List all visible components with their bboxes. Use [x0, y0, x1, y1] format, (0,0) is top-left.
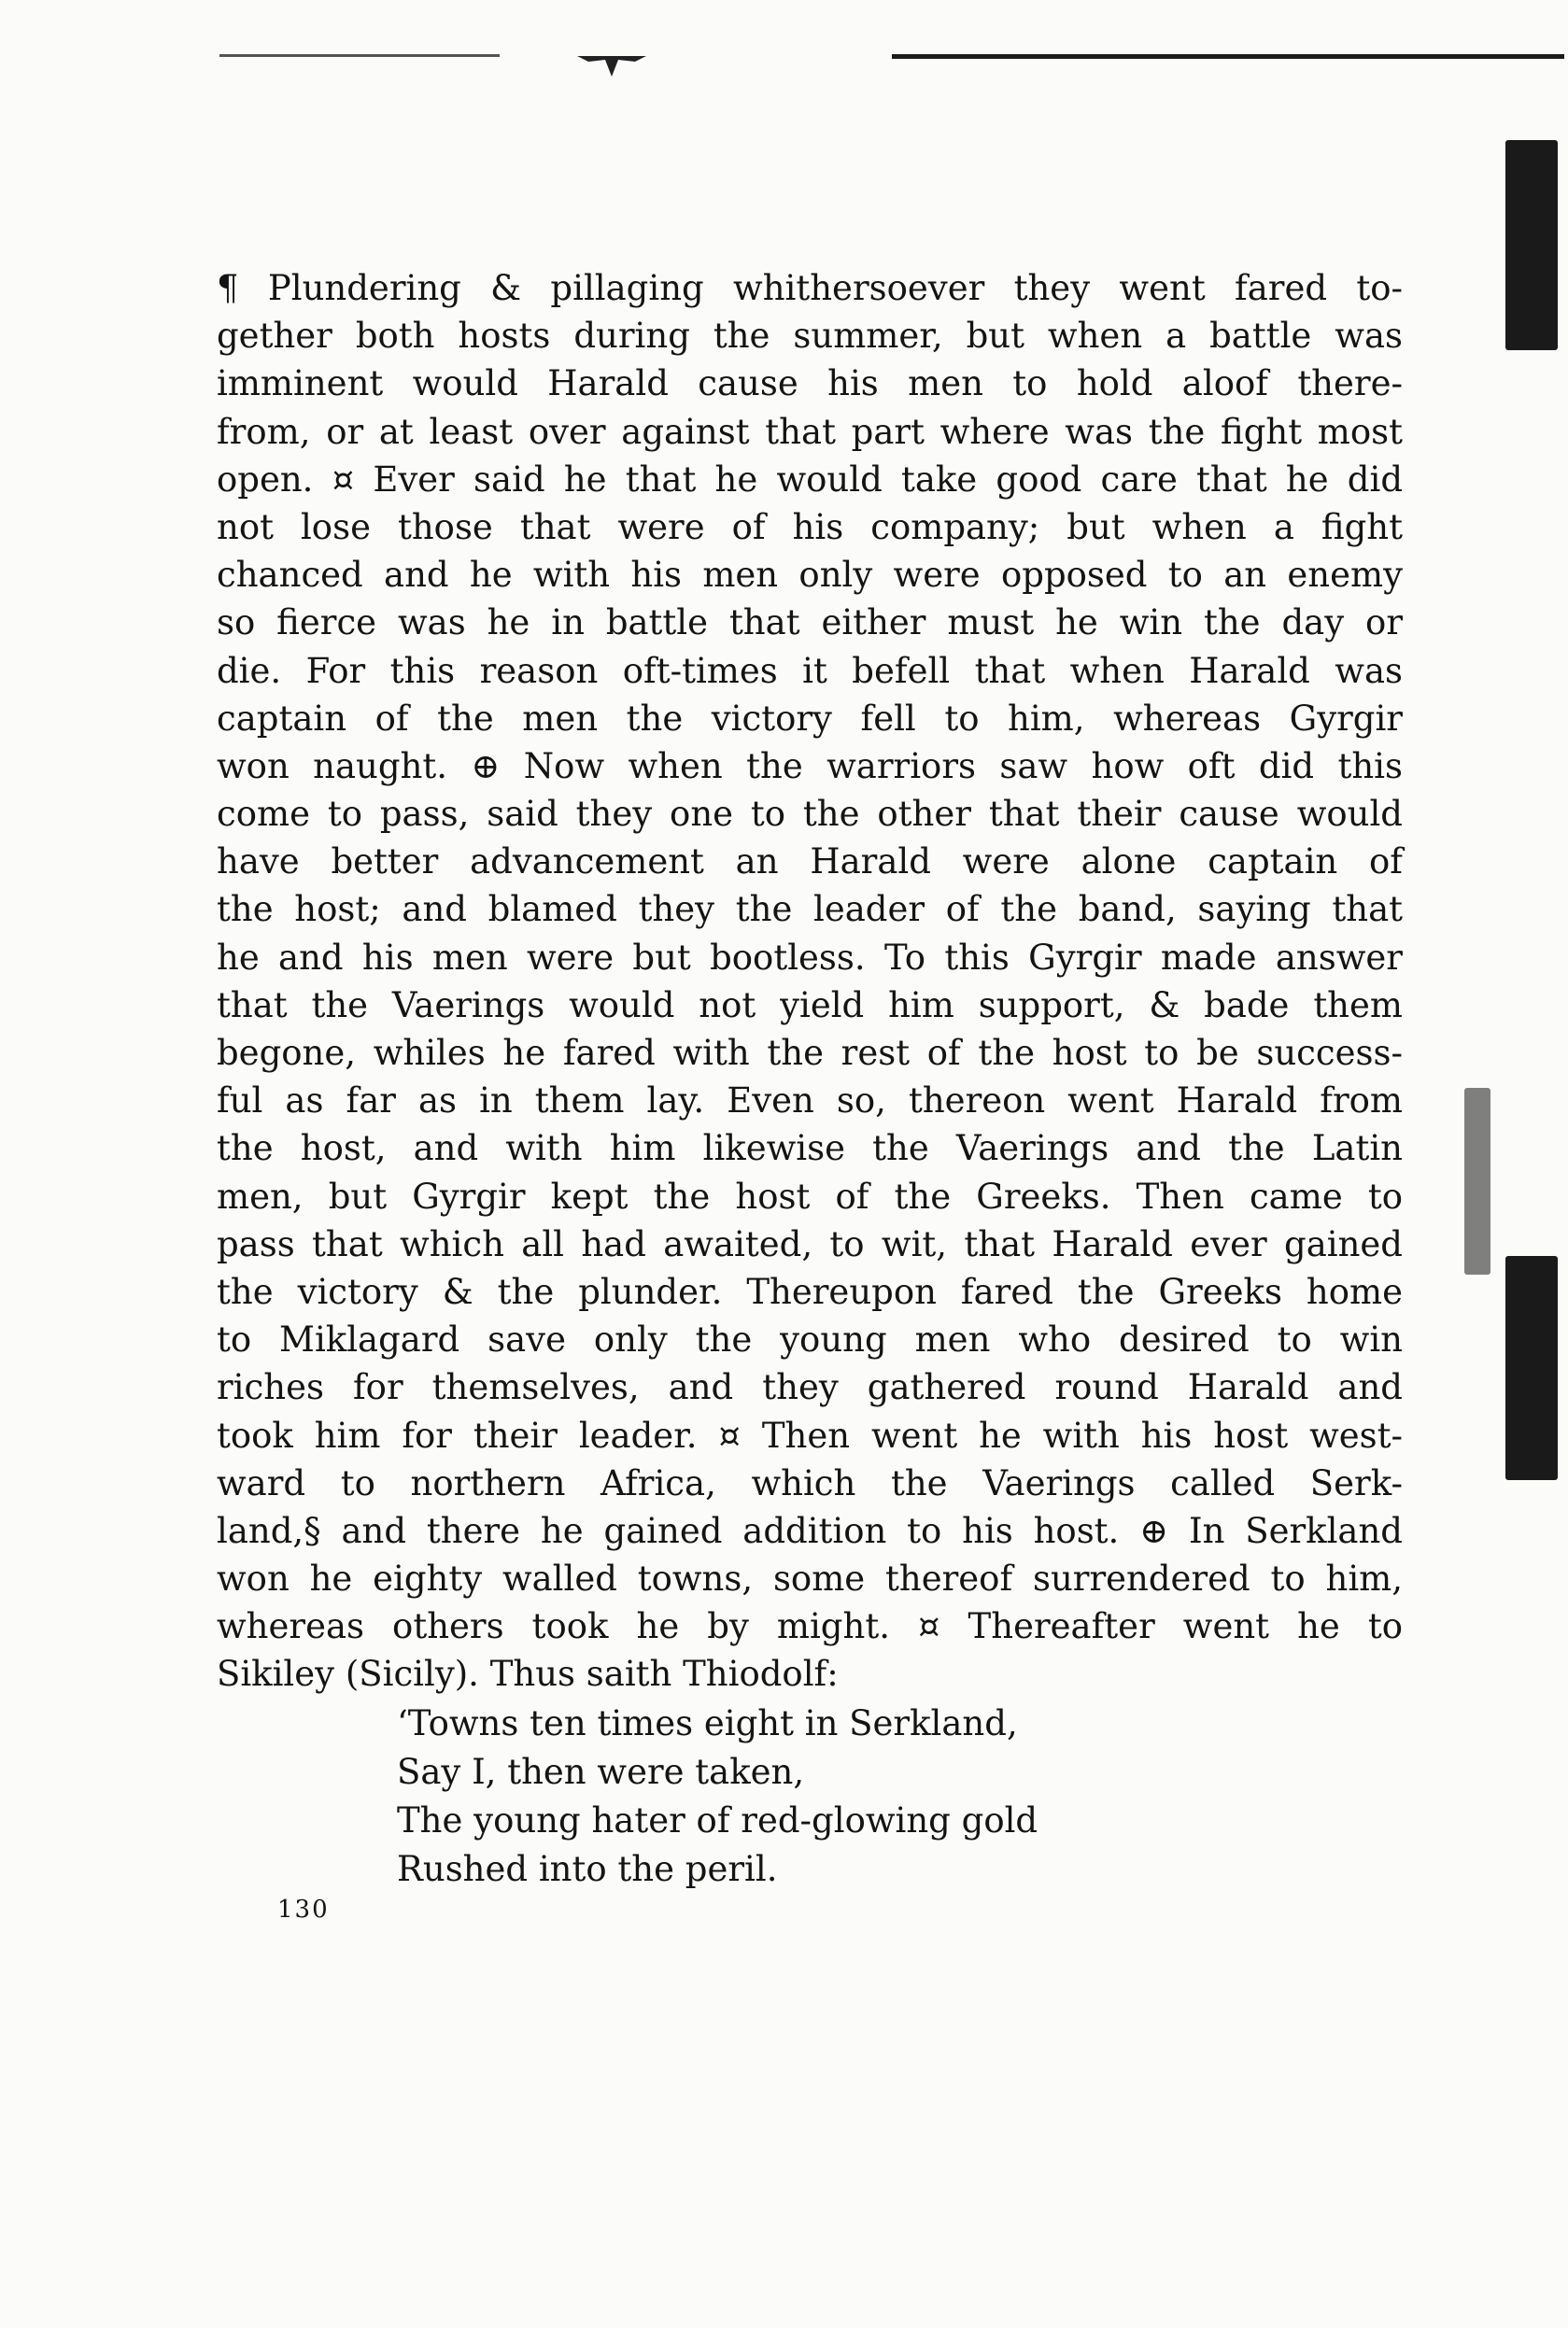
text-line: whereas others took he by might. ¤ Thereafter went he to — [217, 1606, 1403, 1647]
verse-block — [397, 1700, 1038, 1894]
text-line: the host; and blamed they the leader of the band, saying that — [217, 889, 1403, 930]
text-line: ¶ Plundering & pillaging whithersoever they went fared to- — [217, 268, 1403, 308]
page-number: 130 — [277, 1896, 330, 1924]
text-line: have better advancement an Harald were alone captain of — [217, 841, 1403, 882]
text-line: die. For this reason oft-times it befell that when Harald was — [217, 650, 1403, 691]
text-line: captain of the men the victory fell to him, whereas Gyrgir — [217, 698, 1403, 739]
verse-line: Say I, then were taken, — [397, 1752, 805, 1792]
top-rule-left — [219, 54, 500, 57]
text-line: the victory & the plunder. Thereupon fared the Greeks home — [217, 1271, 1403, 1312]
text-line: land,§ and there he gained addition to his host. ⊕ In Serkland — [217, 1510, 1403, 1551]
text-line: riches for themselves, and they gathered round Harald and — [217, 1367, 1403, 1408]
text-line: ful as far as in them lay. Even so, thereon went Harald from — [217, 1080, 1403, 1122]
text-line: the host, and with him likewise the Vaerings and the Latin — [217, 1128, 1403, 1169]
text-line: pass that which all had awaited, to wit, that Harald ever gained — [217, 1223, 1403, 1264]
edge-shadow-middle — [1464, 1088, 1490, 1275]
text-line: Sikiley (Sicily). Thus saith Thiodolf: — [217, 1654, 839, 1695]
text-line: won naught. ⊕ Now when the warriors saw how oft did this — [217, 745, 1403, 786]
text-line: won he eighty walled towns, some thereof surrendered to him, — [217, 1559, 1403, 1600]
text-line: come to pass, said they one to the other that their cause would — [217, 794, 1403, 835]
verse-line: Rushed into the peril. — [397, 1849, 778, 1889]
text-line: so fierce was he in battle that either must he win the day or — [217, 602, 1403, 643]
text-line: that the Vaerings would not yield him support, & bade them — [217, 984, 1403, 1025]
top-rule-right — [892, 54, 1564, 59]
text-line: chanced and he with his men only were opposed to an enemy — [217, 555, 1403, 596]
text-line: begone, whiles he fared with the rest of the host to be success- — [217, 1033, 1403, 1073]
text-line: from, or at least over against that part where was the fight most — [217, 411, 1403, 452]
text-line: he and his men were but bootless. To this Gyrgir made answer — [217, 937, 1403, 978]
verse-line: ‘Towns ten times eight in Serkland, — [397, 1703, 1018, 1743]
body-text — [217, 264, 1403, 1699]
edge-shadow-top — [1505, 140, 1558, 350]
text-line: imminent would Harald cause his men to hold aloof there- — [217, 363, 1403, 404]
text-line: men, but Gyrgir kept the host of the Greeks. Then came to — [217, 1176, 1403, 1217]
text-line: ward to northern Africa, which the Vaerings called Serk- — [217, 1462, 1403, 1503]
edge-shadow-lower — [1505, 1256, 1558, 1480]
verse-line: The young hater of red-glowing gold — [397, 1800, 1038, 1841]
text-line: open. ¤ Ever said he that he would take good care that he did — [217, 459, 1403, 500]
text-line: gether both hosts during the summer, but when a battle was — [217, 316, 1403, 357]
text-line: to Miklagard save only the young men who desired to win — [217, 1319, 1403, 1361]
text-line: took him for their leader. ¤ Then went he with his host west- — [217, 1415, 1403, 1456]
text-line: not lose those that were of his company; but when a fight — [217, 506, 1403, 547]
top-ornament-mark — [570, 50, 654, 80]
